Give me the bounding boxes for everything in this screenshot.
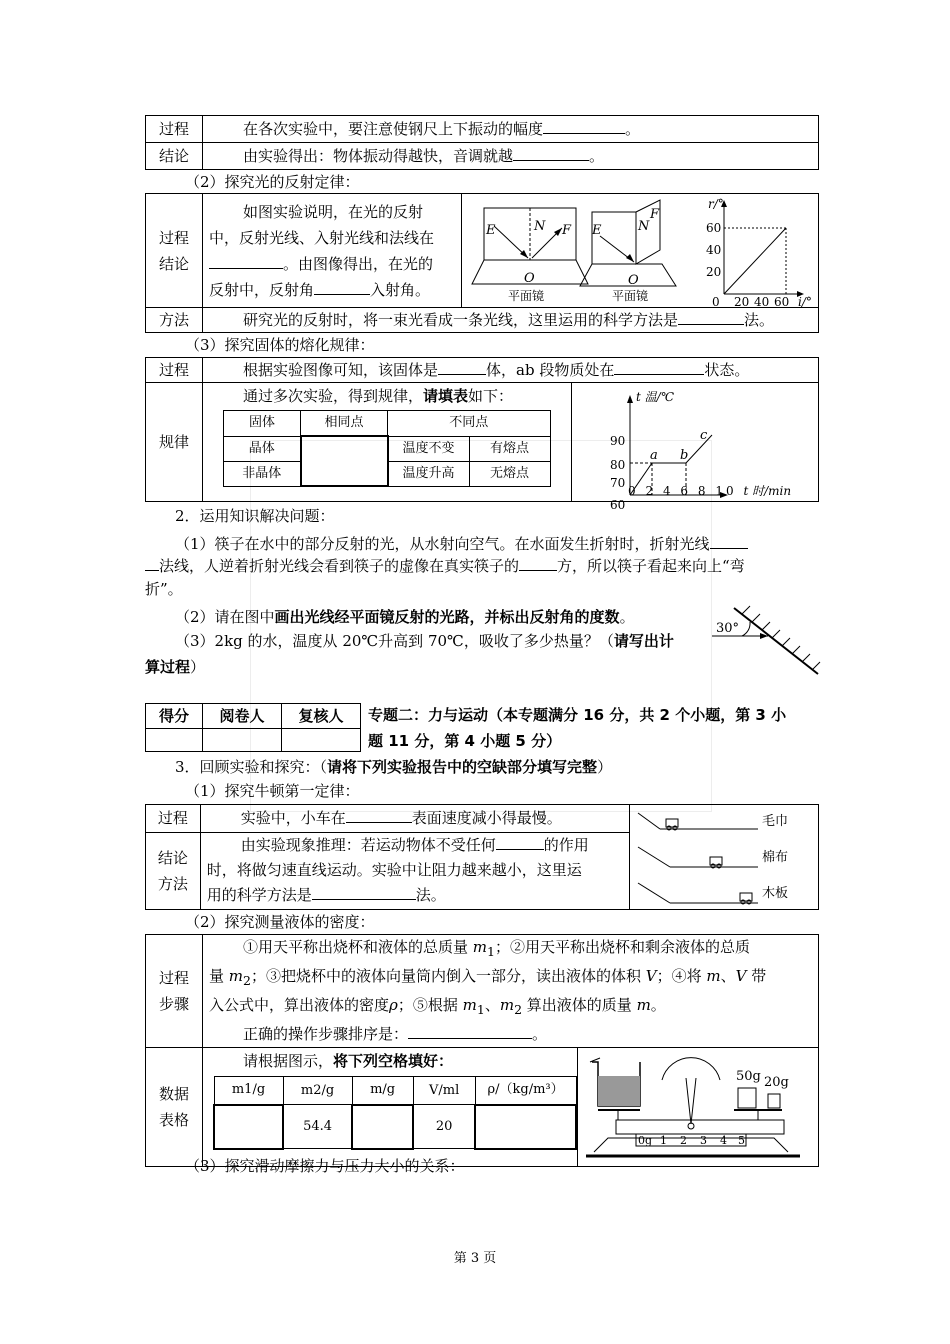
tick-label: 0g [638,1134,653,1147]
section-title: （2）探究测量液体的密度： [185,913,375,931]
score-cell[interactable] [203,729,282,752]
tick-label: 1 [660,1134,667,1147]
row-text: 如下： [468,387,514,405]
question-2-1-cont [145,553,745,579]
text: ；②用天平称出烧杯和剩余液体的总质 [494,938,750,956]
text: ；③把烧杯中的液体向量筒内倒入一部分，读出液体的体积 [250,967,646,985]
point-label: a [650,448,658,463]
var: m [462,996,477,1014]
var: ρ [389,996,398,1014]
density-data-table [213,1076,577,1150]
text: 请根据图示， [243,1052,334,1070]
answer-blank[interactable] [408,1024,532,1039]
text: 3．回顾实验和探究：（ [175,758,328,776]
reflection-board-bent [580,200,676,303]
text: ） [597,758,613,776]
row-label: 过程 [146,358,203,383]
inner-cell: 晶体 [224,436,301,461]
inner-cell: 温度不变 [388,436,470,461]
inner-cell: 有熔点 [469,436,550,461]
surface-label: 棉布 [762,850,789,865]
reflection-graph [706,197,812,309]
row-text: 用的科学方法是 [206,886,312,905]
tick-label: 8 [697,484,709,498]
reflection-board-flat [472,208,588,303]
row-label: 方法 [157,874,188,893]
text: 入公式中，算出液体的密度 [209,996,390,1014]
text: 将下列空格填好： [333,1052,454,1070]
answer-box[interactable] [475,1105,576,1149]
answer-blank[interactable] [496,835,544,850]
answer-box[interactable] [301,436,388,486]
mirror-label: 平面镜 [508,289,545,303]
tick-label: 40 [754,295,770,309]
weight-label: 20g [764,1075,789,1090]
weights [736,1069,789,1108]
row-end: 状态。 [704,361,750,379]
ramp-towel [638,813,788,830]
topic-header: 专题二：力与运动（本专题满分 16 分，共 2 个小题，第 3 小 [368,706,787,724]
text: ；④将 [656,967,707,985]
row-label: 数据 [158,1085,189,1103]
sub: 1 [476,1002,485,1017]
answer-blank[interactable] [312,885,416,900]
text: （3）2kg 的水，温度从 20℃升高到 70℃，吸收了多少热量？（ [175,632,614,650]
tick-label: 6 [680,484,692,498]
question-title: 2．运用知识解决问题： [175,507,335,525]
graph-ylabel: r/° [708,197,724,211]
tick-label: 5 [738,1134,745,1147]
text: 正确的操作步骤排序是： [243,1025,409,1043]
text: 算过程 [145,658,191,676]
tick-label: 20 [706,265,722,279]
topic-header-cont: 题 11 分，第 4 小题 5 分） [368,732,562,750]
row-text: 表面速度减小得最慢。 [411,809,562,828]
text: 请将下列实验报告中的空缺部分填写完整 [327,758,598,776]
row-label: 过程 [158,228,189,247]
label-N: N [638,219,650,234]
row-end: 。 [625,120,641,138]
sub: 1 [487,944,495,959]
row-text: 实验中，小车在 [240,809,346,828]
tick-label: 3 [700,1134,707,1147]
row-label: 过程 [146,116,203,143]
balance-figure [578,1048,818,1166]
answer-blank[interactable] [678,310,744,325]
text-line: 反射中，反射角 [209,280,315,299]
var: m [636,996,651,1014]
reflection-figures [462,194,818,307]
label-O: O [524,271,535,286]
answer-blank[interactable] [543,119,625,134]
text: 画出光线经平面镜反射的光路，并标出反射角的度数 [274,608,620,626]
tick-label: 10 [715,484,737,498]
question-3-title [175,756,612,778]
text-line: 。由图像得出，在光的 [283,254,434,273]
text: ①用天平称出烧杯和液体的总质量 [243,938,473,956]
text: 。 [532,1025,548,1043]
text-line: 中，反射光线、入射光线和法线在 [209,228,435,247]
data-header: m1/g [214,1077,283,1105]
text: 量 [209,967,229,985]
tick-label: 2 [645,484,657,498]
score-header: 复核人 [282,704,361,729]
row-end: 法。 [744,311,775,329]
section-title: （3）探究滑动摩擦力与压力大小的关系： [185,1157,465,1175]
text-line: 如图实验说明，在光的反射 [243,202,424,221]
answer-blank[interactable] [209,254,283,269]
label-O: O [628,273,639,288]
label-F: F [650,207,660,222]
row-text: 体，ab 段物质处在 [486,361,615,379]
melting-compare-table [223,410,551,487]
text: ；⑤根据 [397,996,463,1014]
row-text: 法。 [415,886,446,905]
answer-blank[interactable] [438,360,486,375]
text: 请写出计 [613,632,674,650]
sub: 2 [514,1002,523,1017]
text: 带 [746,967,767,985]
row-label: 结论 [158,254,189,273]
data-cell: 20 [413,1105,475,1149]
row-label: 过程 [146,805,201,833]
table-density [145,934,819,1167]
tick-label: 80 [610,458,626,472]
score-header: 得分 [146,704,203,729]
row-text: 通过多次实验，得到规律， [243,387,424,405]
mirror-diagram [712,600,824,680]
tick-label: 40 [706,243,722,257]
row-text: 根据实验图像可知，该固体是 [243,361,439,379]
surface-label: 木板 [762,886,789,901]
question-2-1-end: 折”。 [145,580,183,598]
surface-label: 毛巾 [762,814,789,829]
label-E: E [486,223,496,238]
var: m [499,996,515,1014]
answer-blank[interactable] [346,808,412,823]
score-cell[interactable] [146,729,203,752]
row-label: 过程 [158,969,189,987]
inner-cell: 无熔点 [469,461,550,486]
answer-blank[interactable] [145,556,159,571]
ramp-cotton [638,847,788,868]
question-2-3 [175,630,674,652]
var: m [228,967,244,985]
var: V [735,967,747,985]
x-ticks [628,479,791,503]
text: 法线，人逆着折射光线会看到筷子的虚像在真实筷子的 [159,557,520,575]
text: 。 [650,996,666,1014]
row-text: 的作用 [543,836,589,855]
scale-ticks [638,1134,745,1147]
row-label: 表格 [158,1111,189,1129]
table-pitch [145,115,819,170]
text: 、 [484,996,500,1014]
label-E: E [592,223,602,238]
sub: 2 [243,973,251,988]
tick-label: 0 [712,295,720,309]
beaker [590,1058,640,1106]
row-label: 规律 [146,383,203,502]
data-header: V/ml [413,1077,475,1105]
point-label: c [700,428,708,443]
row-text: 由实验现象推理：若运动物体不受任何 [240,836,496,855]
question-2-3-cont [145,656,205,678]
var: V [645,967,657,985]
tick-label: 2 [680,1134,687,1147]
answer-box[interactable] [352,1105,413,1149]
label-F: F [562,223,572,238]
row-text: 由实验得出：物体振动得越快，音调就越 [243,147,514,165]
inner-header: 不同点 [388,411,551,437]
data-cell: 54.4 [283,1105,352,1149]
angle-label: 30° [716,621,740,636]
inner-cell: 温度升高 [388,461,470,486]
inner-header: 固体 [224,411,301,437]
tick-label: 70 [610,476,626,490]
newton-ramps [630,805,818,909]
var: m [472,938,488,956]
answer-blank[interactable] [314,280,370,295]
table-newton [145,804,819,910]
question-2-2 [175,606,635,628]
row-label: 步骤 [158,995,189,1013]
tick-label: 60 [706,221,722,235]
tick-label: 4 [720,1134,727,1147]
page-footer: 第 3 页 [453,1251,497,1266]
text: （1）筷子在水中的部分反射的光，从水射向空气。在水面发生折射时，折射光线 [175,535,710,553]
row-label: 结论 [157,848,188,867]
text: ） [190,658,206,676]
data-header: m2/g [283,1077,352,1105]
text-line: 入射角。 [370,280,431,299]
mirror-label: 平面镜 [612,289,649,303]
text: （2）请在图中 [175,608,275,626]
text: 算出液体的质量 [522,996,637,1014]
graph-xlabel: i/° [798,295,812,309]
answer-box[interactable] [214,1105,283,1149]
row-end: 。 [589,147,605,165]
point-label: b [680,448,689,463]
score-header: 阅卷人 [203,704,282,729]
graph-ylabel: t 温/℃ [636,390,675,404]
row-text: 时，将做匀速直线运动。实验中让阻力越来越小，这里运 [206,861,582,880]
score-cell[interactable] [282,729,361,752]
section-title: （3）探究固体的熔化规律： [185,336,375,354]
answer-blank[interactable] [513,146,589,161]
row-text: 请填表 [423,387,469,405]
text: 、 [720,967,736,985]
row-text: 在各次实验中，要注意使钢尺上下振动的幅度 [243,120,544,138]
tick-label: 90 [610,434,626,448]
data-header: m/g [352,1077,413,1105]
text: 方，所以筷子看起来向上“弯 [557,557,745,575]
tick-label: 60 [774,295,790,309]
graph-xlabel: t 时/min [743,484,792,498]
section-title: （1）探究牛顿第一定律： [185,782,360,800]
score-table [145,703,361,752]
ramp-wood [638,883,788,904]
section-title: （2）探究光的反射定律： [185,173,360,191]
tick-label: 4 [662,484,674,498]
answer-blank[interactable] [614,360,704,375]
label-N: N [534,219,546,234]
row-label: 结论 [146,143,203,170]
row-label: 方法 [146,308,203,333]
tick-label: 20 [734,295,750,309]
text: 。 [619,608,635,626]
var: m [706,967,721,985]
weight-label: 50g [736,1069,761,1084]
table-melting [145,357,819,512]
tick-label: 0 [628,484,639,498]
inner-header: 相同点 [301,411,388,437]
data-header: ρ/（kg/m³） [475,1077,576,1105]
answer-blank[interactable] [710,534,748,549]
table-reflection [145,193,819,333]
tick-label: 60 [610,498,626,512]
answer-blank[interactable] [519,556,557,571]
row-text: 研究光的反射时，将一束光看成一条光线，这里运用的科学方法是 [243,311,679,329]
inner-cell: 非晶体 [224,461,301,486]
